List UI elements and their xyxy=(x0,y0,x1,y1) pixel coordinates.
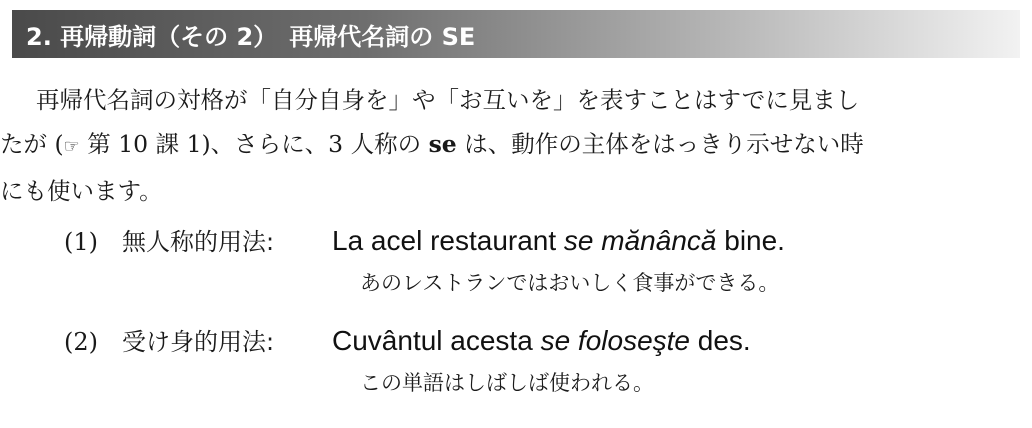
pointing-hand-icon: ☞ xyxy=(63,136,80,157)
example-1 xyxy=(64,222,1004,297)
example-2-label: 受け身的用法: xyxy=(122,328,275,356)
example-2-sentence-pre: Cuvântul acesta xyxy=(332,325,541,356)
example-1-row xyxy=(64,222,1004,257)
example-1-sentence xyxy=(332,225,785,257)
section-header xyxy=(12,10,1020,58)
section-title: 2. 再帰動詞（その 2） 再帰代名詞の SE xyxy=(26,22,476,51)
intro-line-2 xyxy=(0,122,1022,169)
intro-line-1: 再帰代名詞の対格が「自分自身を」や「お互いを」を表すことはすでに見まし xyxy=(36,86,860,114)
example-2-translation: この単語はしばしば使われる。 xyxy=(360,371,654,395)
intro-paragraph xyxy=(0,78,1022,213)
se-term: se xyxy=(428,130,457,158)
example-1-sentence-verb: se mănâncă xyxy=(563,225,717,256)
example-1-number: (1) xyxy=(64,228,98,256)
example-2-row xyxy=(64,322,1004,357)
example-2-sentence-verb: se foloseşte xyxy=(540,325,690,356)
intro-line-2-end: は、動作の主体をはっきり示せない時 xyxy=(456,130,864,158)
example-1-label: 無人称的用法: xyxy=(122,228,275,256)
intro-line-3: にも使います。 xyxy=(0,177,163,205)
example-2-sentence xyxy=(332,325,751,357)
example-1-translation: あのレストランではおいしく食事ができる。 xyxy=(360,271,780,295)
example-2-sentence-post: des. xyxy=(690,325,751,356)
example-1-sentence-post: bine. xyxy=(716,225,785,256)
example-2-number: (2) xyxy=(64,328,98,356)
example-1-sentence-pre: La acel restaurant xyxy=(332,225,564,256)
intro-line-2-start: たが ( xyxy=(0,130,64,158)
intro-line-2-middle: 第 10 課 1)、さらに、3 人称の xyxy=(79,130,429,158)
example-2 xyxy=(64,322,1004,397)
